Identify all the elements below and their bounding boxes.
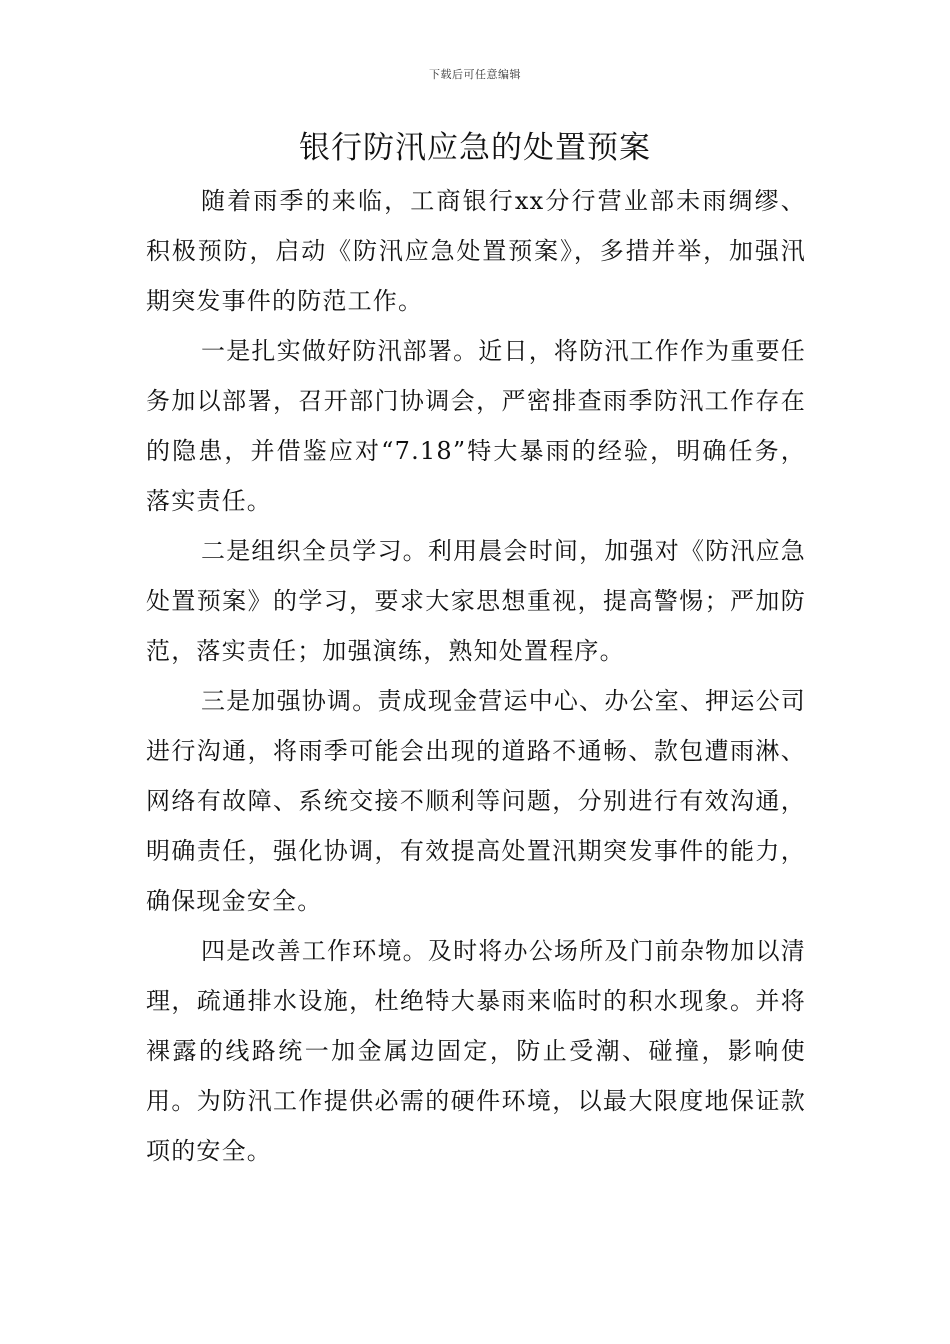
- paragraph-training: 二是组织全员学习。利用晨会时间，加强对《防汛应急处置预案》的学习，要求大家思想重视，提高警惕；严加防范，落实责任；加强演练，熟知处置程序。: [146, 537, 806, 665]
- document-body: [146, 176, 806, 1176]
- paragraph-intro: 随着雨季的来临，工商银行xx分行营业部未雨绸缪、积极预防，启动《防汛应急处置预案》，多措并举，加强汛期突发事件的防范工作。: [146, 187, 806, 315]
- paragraph-environment: 四是改善工作环境。及时将办公场所及门前杂物加以清理，疏通排水设施，杜绝特大暴雨来临时的积水现象。并将裸露的线路统一加金属边固定，防止受潮、碰撞，影响使用。为防汛工作提供必需的硬件环境，以最大限度地保证款项的安全。: [146, 937, 806, 1165]
- header-note: 下载后可任意编辑: [429, 68, 521, 81]
- paragraph-deployment: 一是扎实做好防汛部署。近日，将防汛工作作为重要任务加以部署，召开部门协调会，严密排查雨季防汛工作存在的隐患，并借鉴应对“7.18”特大暴雨的经验，明确任务，落实责任。: [146, 337, 806, 515]
- document-title: 银行防汛应急的处置预案: [299, 130, 651, 166]
- paragraph-coordination: 三是加强协调。责成现金营运中心、办公室、押运公司进行沟通，将雨季可能会出现的道路不通畅、款包遭雨淋、网络有故障、系统交接不顺利等问题，分别进行有效沟通，明确责任，强化协调，有效提高处置汛期突发事件的能力，确保现金安全。: [146, 687, 806, 915]
